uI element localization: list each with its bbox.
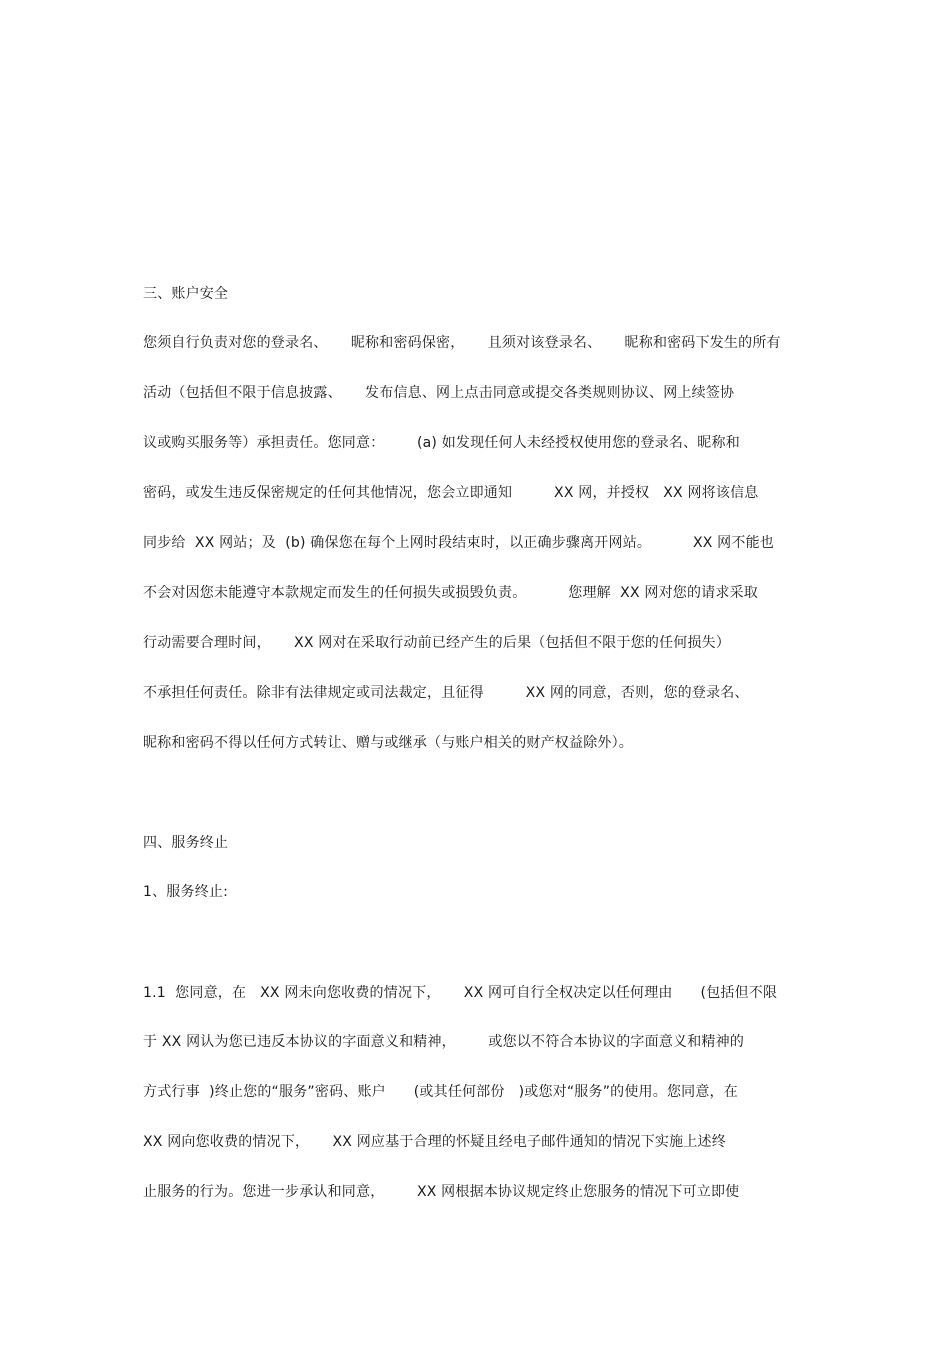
paragraph-line: 昵称和密码不得以任何方式转让、赠与或继承（与账户相关的财产权益除外）。 bbox=[143, 735, 633, 751]
paragraph-line: XX 网向您收费的情况下， XX 网应基于合理的怀疑且经电子邮件通知的情况下实施上述终 bbox=[143, 1134, 726, 1150]
paragraph-line: 方式行事 )终止您的“服务”密码、账户 (或其任何部份 )或您对“服务”的使用。您同意，在 bbox=[143, 1084, 738, 1100]
paragraph-line: 不承担任何责任。除非有法律规定或司法裁定，且征得 XX 网的同意，否则，您的登录名、 bbox=[143, 685, 749, 701]
paragraph-line: 活动（包括但不限于信息披露、 发布信息、网上点击同意或提交各类规则协议、网上续签协 bbox=[143, 385, 735, 401]
section-heading-account-security: 三、账户安全 bbox=[143, 286, 229, 302]
paragraph-line: 止服务的行为。您进一步承认和同意， XX 网根据本协议规定终止您服务的情况下可立即使 bbox=[143, 1184, 740, 1200]
subsection-heading: 1、服务终止: bbox=[143, 884, 229, 900]
paragraph-line: 议或购买服务等）承担责任。您同意： (a) 如发现任何人未经授权使用您的登录名、昵称和 bbox=[143, 435, 740, 451]
paragraph-line: 于 XX 网认为您已违反本协议的字面意义和精神， 或您以不符合本协议的字面意义和精神的 bbox=[143, 1034, 745, 1050]
section-heading-service-termination: 四、服务终止 bbox=[143, 835, 229, 851]
paragraph-line: 密码，或发生违反保密规定的任何其他情况，您会立即通知 XX 网，并授权 XX 网将该信息 bbox=[143, 485, 759, 501]
paragraph-line: 您须自行负责对您的登录名、 昵称和密码保密， 且须对该登录名、 昵称和密码下发生的所有 bbox=[143, 335, 781, 351]
paragraph-line: 不会对因您未能遵守本款规定而发生的任何损失或损毁负责。 您理解 XX 网对您的请求采取 bbox=[143, 585, 758, 601]
paragraph-line: 1.1 您同意，在 XX 网未向您收费的情况下， XX 网可自行全权决定以任何理由 (包括但不限 bbox=[143, 985, 778, 1001]
paragraph-line: 同步给 XX 网站；及 (b) 确保您在每个上网时段结束时，以正确步骤离开网站。 XX 网不能也 bbox=[143, 535, 774, 551]
paragraph-line: 行动需要合理时间， XX 网对在采取行动前已经产生的后果（包括但不限于您的任何损失） bbox=[143, 635, 731, 651]
